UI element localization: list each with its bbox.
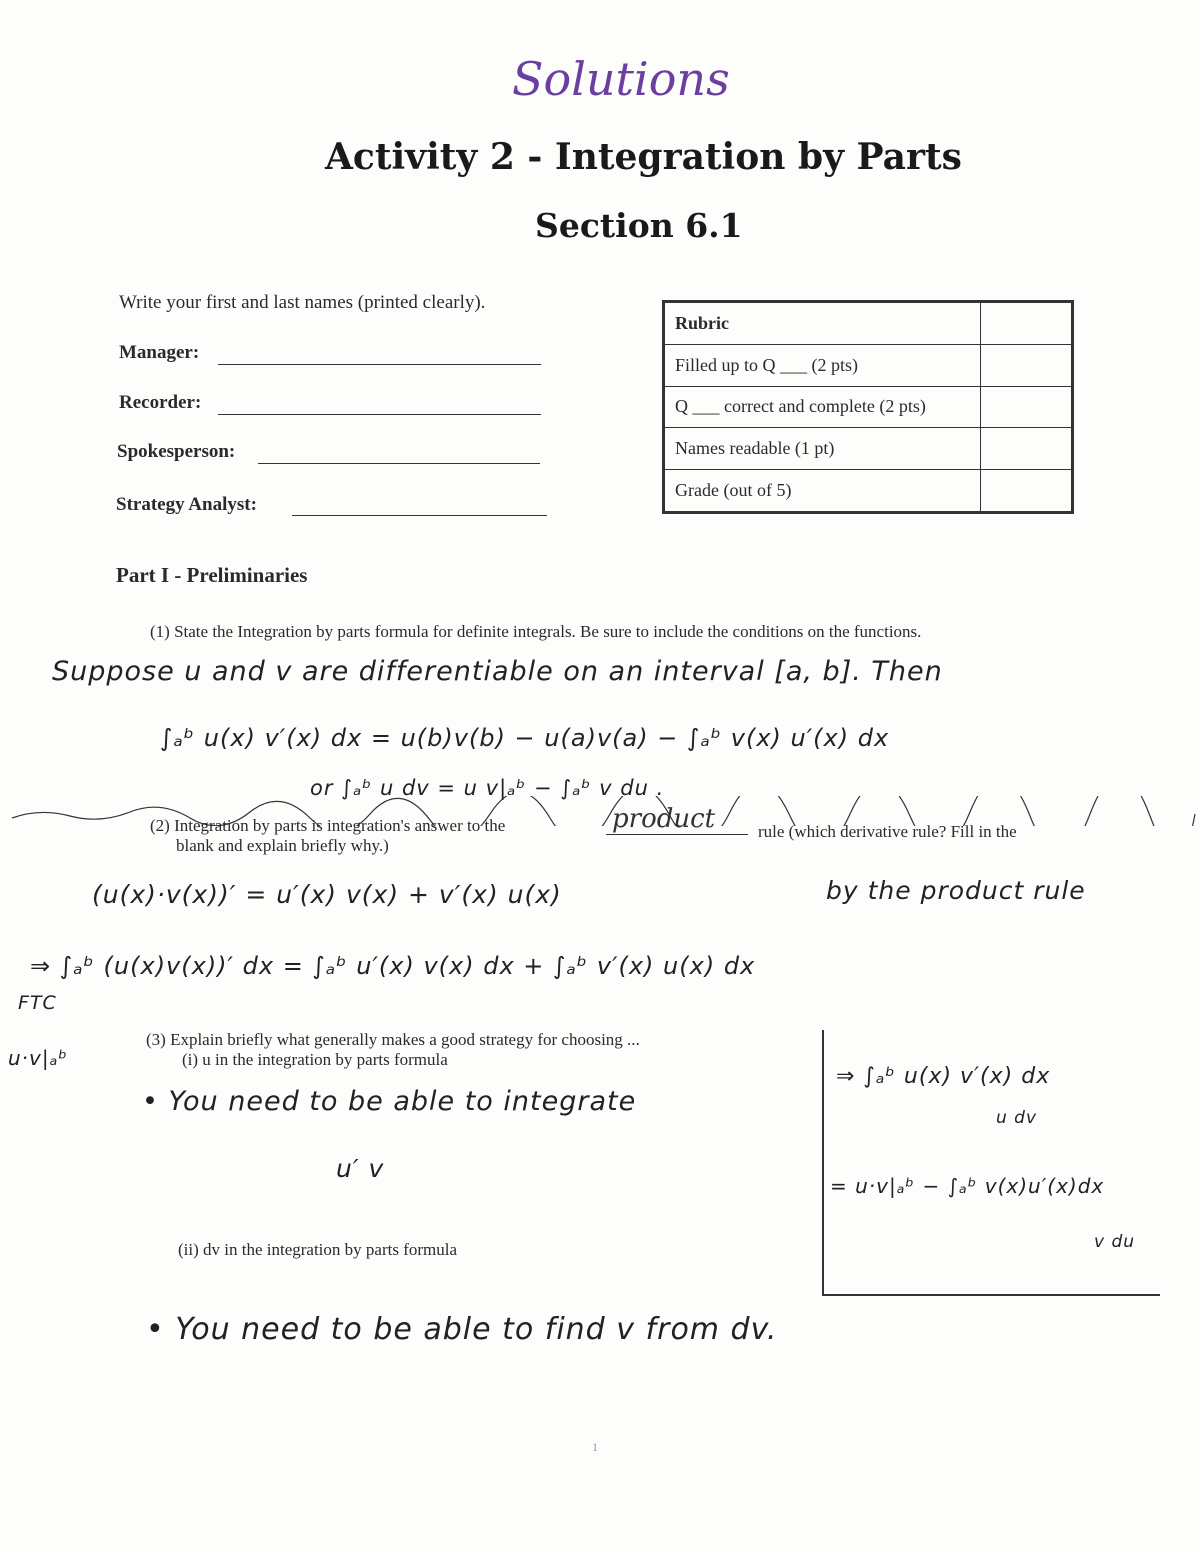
question-3-i: (i) u in the integration by parts formula (182, 1050, 448, 1069)
question-3-ii: (ii) dv in the integration by parts formula (178, 1240, 458, 1259)
role-recorder-label: Recorder: (119, 392, 202, 413)
rubric-score-cell (981, 470, 1072, 512)
boxed-line2: = u·v|ₐᵇ − ∫ₐᵇ v(x)u′(x)dx (830, 1174, 1105, 1198)
boxed-under2: v du (1094, 1232, 1136, 1252)
rubric-score-cell (981, 428, 1072, 470)
q2-answer-line1: (u(x)·v(x))′ = u′(x) v(x) + v′(x) u(x) (92, 880, 562, 909)
page-number: 1 (592, 1440, 598, 1454)
q2-fill-blank-line[interactable] (606, 834, 748, 835)
rubric-score-cell (981, 303, 1072, 345)
page-title: Activity 2 - Integration by Parts (325, 136, 962, 178)
q1-answer-line1: Suppose u and v are differentiable on an interval [a, b]. Then (52, 656, 943, 687)
rubric-score-cell (981, 344, 1072, 386)
recorder-name-line[interactable] (218, 414, 541, 415)
q3-i-answer: • You need to be able to integrate (142, 1086, 637, 1117)
names-instruction: Write your first and last names (printed clearly). (119, 292, 486, 313)
role-manager-label: Manager: (119, 342, 200, 363)
q2-answer-line2: ⇒ ∫ₐᵇ (u(x)v(x))′ dx = ∫ₐᵇ u′(x) v(x) dx + ∫ₐᵇ v′(x) u(x) dx (30, 952, 756, 980)
q2-answer-note: by the product rule (826, 876, 1086, 905)
q1-answer-line2: ∫ₐᵇ u(x) v′(x) dx = u(b)v(b) − u(a)v(a) − ∫ₐᵇ v(x) u′(x) dx (160, 724, 890, 752)
question-2-part-b: rule (which derivative rule? Fill in the (758, 822, 1017, 841)
question-2-part-a: (2) Integration by parts is integration's answer to the (150, 816, 506, 835)
boxed-under1: u dv (996, 1108, 1038, 1128)
rubric-row-correct: Q ___ correct and complete (2 pts) (665, 386, 981, 428)
q3-i-answer2: u′ v (336, 1154, 385, 1183)
strategy-analyst-name-line[interactable] (292, 515, 547, 516)
rubric-score-cell (981, 386, 1072, 428)
section-subtitle: Section 6.1 (535, 206, 743, 245)
boxed-line1: ⇒ ∫ₐᵇ u(x) v′(x) dx (836, 1064, 1051, 1089)
q2-fill-answer: product (612, 804, 716, 834)
q2-ftc-label: FTC (18, 992, 57, 1014)
question-3: (3) Explain briefly what generally makes a good strategy for choosing ... (146, 1030, 640, 1049)
spokesperson-name-line[interactable] (258, 463, 540, 464)
question-1: (1) State the Integration by parts formula for definite integrals. Be sure to include the conditions on the functions. (150, 622, 922, 641)
part1-heading: Part I - Preliminaries (116, 563, 308, 587)
q2-ftc-result: u·v|ₐᵇ (8, 1046, 69, 1070)
q3-ii-answer: • You need to be able to find v from dv. (146, 1312, 778, 1347)
rubric-header: Rubric (665, 303, 981, 345)
q1-answer-line3: or ∫ₐᵇ u dv = u v|ₐᵇ − ∫ₐᵇ v du . (310, 776, 665, 800)
role-spokesperson-label: Spokesperson: (117, 441, 236, 462)
handwritten-solutions-label: Solutions (512, 52, 730, 106)
rubric-row-names: Names readable (1 pt) (665, 428, 981, 470)
question-2-line2: blank and explain briefly why.) (176, 836, 389, 855)
rubric-row-grade: Grade (out of 5) (665, 470, 981, 512)
manager-name-line[interactable] (218, 364, 541, 365)
role-strategy-analyst-label: Strategy Analyst: (116, 494, 257, 515)
rubric-row-filled: Filled up to Q ___ (2 pts) (665, 344, 981, 386)
rubric-table (662, 300, 1074, 514)
